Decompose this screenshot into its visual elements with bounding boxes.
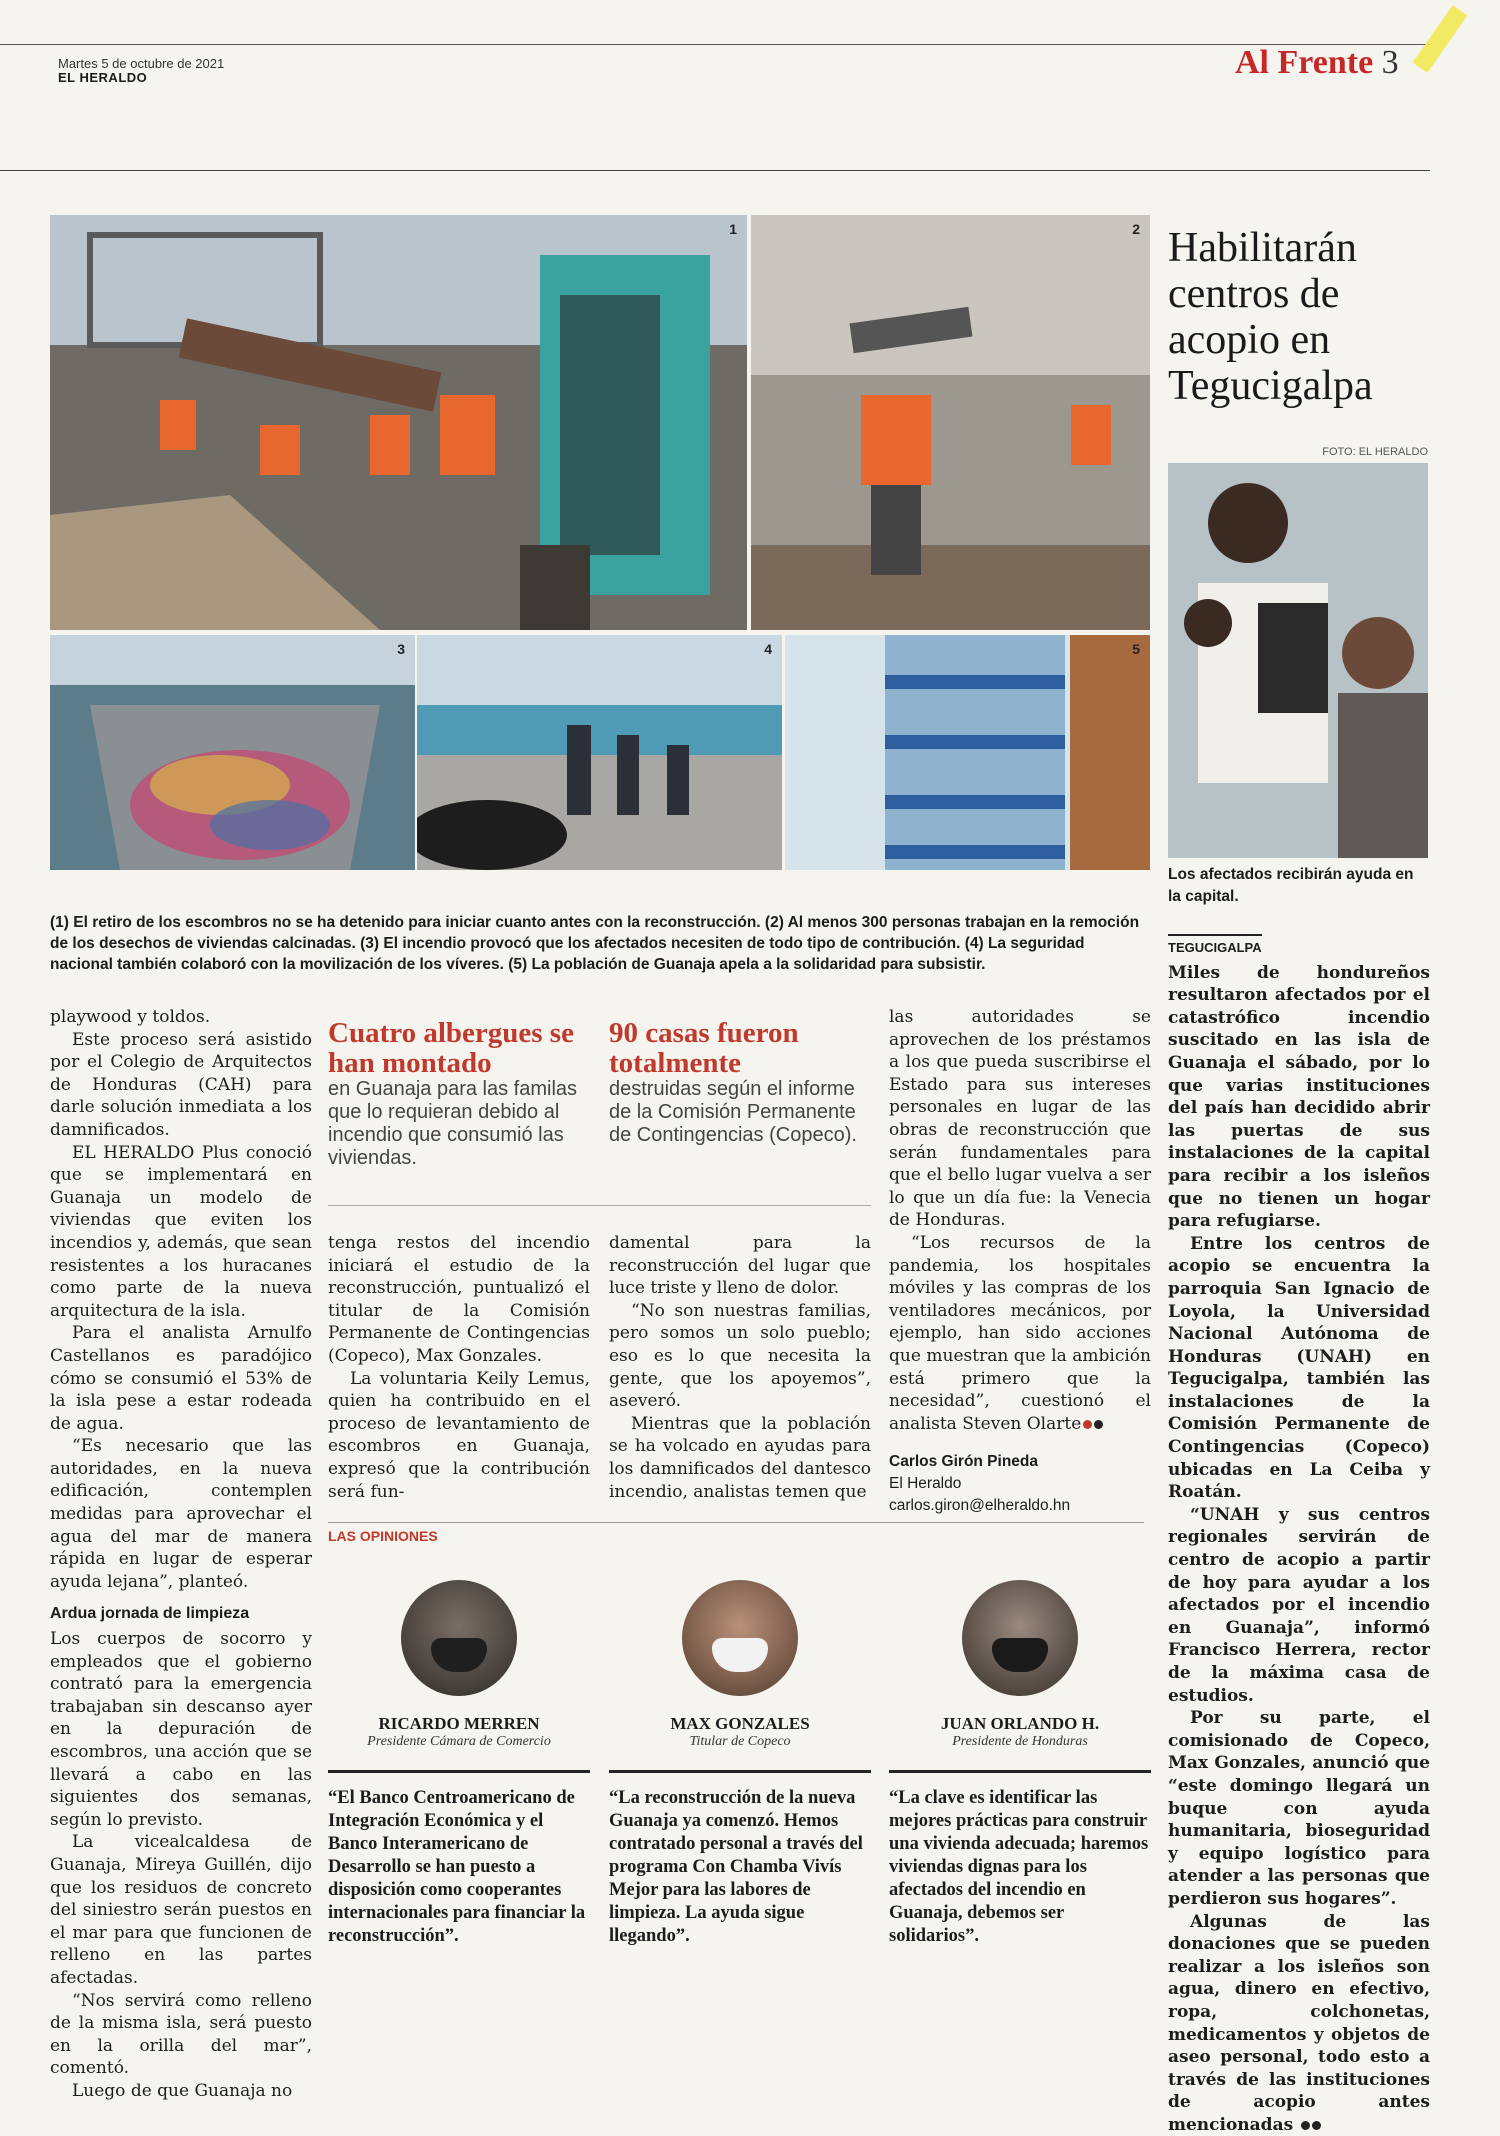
sidebar-paragraph [1168, 1911, 1430, 2136]
article-paragraph: “Nos servirá como relleno de la misma isla, será puesto en la orilla del mar”, comentó. [50, 1990, 312, 2079]
photo-credit: FOTO: EL HERALDO [1322, 446, 1428, 458]
section-title [1235, 44, 1399, 82]
newspaper-name: EL HERALDO [58, 70, 148, 85]
callout-subtext: en Guanaja para las familas que lo requieran debido al incendio que consumió las viviendas. [328, 1078, 578, 1169]
photo-4 [417, 635, 782, 870]
author-email[interactable]: carlos.giron@elheraldo.hn [889, 1497, 1071, 1515]
article-paragraph: Este proceso será asistido por el Colegio de Arquitectos de Honduras (CAH) para darle solución inmediata a los damnificados. [50, 1029, 312, 1140]
rubble-scene-illustration [50, 215, 747, 630]
article-column-2 [328, 1232, 590, 1503]
sidebar-paragraph-text: Algunas de las donaciones que se pueden realizar a los isleños son agua, dinero en efectivo, ropa, colchonetas, medicamentos y objetos de aseo personal, todo esto a través de las instituciones de acopio antes mencionadas [1168, 1911, 1430, 2135]
photo-3 [50, 635, 415, 870]
avatar [682, 1580, 798, 1696]
article-column-1 [50, 1006, 312, 2103]
highlighter-mark [1413, 5, 1468, 73]
issue-date: Martes 5 de octubre de 2021 [58, 56, 225, 71]
dock-soldiers-illustration [417, 635, 782, 870]
section-name: Al Frente [1235, 44, 1374, 81]
end-mark-icon [1083, 1420, 1092, 1429]
opinion-name: MAX GONZALES [670, 1714, 810, 1733]
article-paragraph: tenga restos del incendio iniciará el estudio de la reconstrucción, puntualizó el titular de la Comisión Permanente de Contingencias (Copeco), Max Gonzales. [328, 1233, 590, 1366]
photo-number: 3 [397, 641, 405, 657]
opinion-role: Presidente Cámara de Comercio [367, 1734, 551, 1749]
barge-supplies-illustration [50, 635, 415, 870]
article-paragraph: Para el analista Arnulfo Castellanos es paradójico cómo se consumió el 53% de la isla pese a estar rodeada de agua. [50, 1323, 312, 1434]
opinions-label: LAS OPINIONES [328, 1528, 438, 1544]
water-bottles-illustration [785, 635, 1150, 870]
opinion-role: Presidente de Honduras [952, 1734, 1088, 1749]
sidebar-photo [1168, 463, 1428, 858]
callout-headline: Cuatro albergues se han montado [328, 1017, 574, 1079]
photo-2 [751, 215, 1150, 630]
sidebar-paragraph: Miles de hondureños resultaron afectados por el catastrófico incendio suscitado en las isla de Guanaja el sábado, por lo que varias instituciones del país han decidido abrir las puertas de sus instalaciones de la capital para recibir a los isleños que no tienen un hogar para refugiarse. [1168, 962, 1430, 1232]
photo-number: 4 [764, 641, 772, 657]
author-name: Carlos Girón Pineda [889, 1453, 1039, 1471]
avatar [401, 1580, 517, 1696]
article-paragraph: “No son nuestras familias, pero somos un solo pueblo; eso es lo que necesita la gente, que los apoyemos”, aseveró. [609, 1300, 871, 1412]
callout-shelters [328, 1018, 590, 1170]
article-paragraph: Luego de que Guanaja no [72, 2080, 293, 2101]
avatar [962, 1580, 1078, 1696]
photo-caption: (1) El retiro de los escombros no se ha detenido para iniciar cuanto antes con la reconstrucción. (2) Al menos 300 personas trabajan en la remoción de los desechos de viviendas calcinadas. (3) El incendio provocó que los afectados necesiten de todo tipo de contribución. (4) La seguridad nacional también colaboró con la movilización de los víveres. (5) La población de Guanaja apela a la solidaridad para subsistir. [50, 914, 1140, 973]
header-rule [0, 44, 1430, 45]
opinion-quote: “La reconstrucción de la nueva Guanaja ya comenzó. Hemos contratado personal a través del programa Con Chamba Vivís Mejor para las labores de limpieza. La ayuda sigue llegando”. [609, 1770, 871, 1948]
sidebar-body [1168, 934, 1430, 2136]
worker-carrying-debris-illustration [751, 215, 1150, 630]
article-paragraph: “Es necesario que las autoridades, en la nueva edificación, contemplen medidas para aprovechar el agua del mar de manera rápida en lugar de esperar ayuda lejana”, planteó. [50, 1436, 312, 1592]
opinions-rule [328, 1522, 1144, 1523]
subheading: Ardua jornada de limpieza [50, 1605, 250, 1623]
callout-subtext: destruidas según el informe de la Comisión Permanente de Contingencias (Copeco). [609, 1078, 857, 1146]
article-paragraph: Los cuerpos de socorro y empleados que el gobierno contrató para la emergencia trabajaban sin descanso ayer en la depuración de escombros, una acción que se llevará a cabo en las siguientes dos semanas, según lo previsto. [50, 1629, 312, 1830]
sidebar-photo-caption: Los afectados recibirán ayuda en la capital. [1168, 866, 1414, 905]
article-paragraph: damental para la reconstrucción del lugar que luce triste y lleno de dolor. [609, 1233, 871, 1299]
photo-5 [785, 635, 1150, 870]
article-paragraph: las autoridades se aprovechen de los préstamos a los que pueda suscribirse el Estado para sus intereses personales en lugar de las obras de reconstrucción que serán fundamentales para que el bello lugar vuelva a ser lo que un día fue: la Venecia de Honduras. [889, 1007, 1151, 1231]
end-mark-icon [1312, 2121, 1321, 2130]
article-paragraph-text: “Los recursos de la pandemia, los hospitales móviles y las compras de los ventiladores mecánicos, por ejemplo, han sido acciones que muestran que la ambición está primero que la necesidad”, cuestionó el analista Steven Olarte [889, 1232, 1151, 1434]
woman-and-child-illustration [1168, 463, 1428, 858]
opinion-name: RICARDO MERREN [378, 1714, 540, 1733]
article-column-3 [609, 1232, 871, 1503]
article-paragraph: EL HERALDO Plus conoció que se implementará en Guanaja un modelo de viviendas que eviten los incendios y, además, que sean resistentes a los huracanes como parte de la nueva arquitectura de la isla. [50, 1142, 312, 1321]
end-mark-icon [1094, 1420, 1103, 1429]
sidebar-headline: Habilitarán centros de acopio en Tegucigalpa [1168, 225, 1373, 409]
article-paragraph: Mientras que la población se ha volcado en ayudas para los damnificados del dantesco incendio, analistas temen que [609, 1413, 871, 1502]
top-divider [0, 170, 1430, 171]
article-paragraph: playwood y toldos. [50, 1007, 211, 1027]
sidebar-paragraph: Por su parte, el comisionado de Copeco, Max Gonzales, anunció que “este domingo llegará un buque con ayuda humanitaria, bioseguridad y equipo logístico para atender a las personas que perdieron sus hogares”. [1168, 1708, 1430, 1909]
article-paragraph: La voluntaria Keily Lemus, quien ha contribuido en el proceso de levantamiento de escombros en Guanaja, expresó que la contribución será fun- [328, 1368, 590, 1502]
page-number: 3 [1381, 44, 1399, 81]
opinion-card [609, 1580, 871, 1948]
callout-houses [609, 1018, 871, 1147]
photo-1 [50, 215, 747, 630]
dateline: TEGUCIGALPA [1168, 934, 1262, 960]
sidebar-paragraph: “UNAH y sus centros regionales servirán de centro de acopio a partir de hoy para ayudar a los afectados por el incendio en Guanaja”, informó Francisco Herrera, rector de la máxima casa de estudios. [1168, 1504, 1430, 1706]
article-paragraph [889, 1232, 1151, 1435]
author-outlet: El Heraldo [889, 1475, 962, 1493]
callout-divider [328, 1205, 871, 1206]
article-paragraph: La vicealcaldesa de Guanaja, Mireya Guillén, dijo que los residuos de concreto del siniestro serán puestos en el mar para que funcionen de relleno en las partes afectadas. [50, 1832, 312, 1988]
photo-number: 1 [729, 221, 737, 237]
opinion-name: JUAN ORLANDO H. [940, 1714, 1100, 1733]
opinion-quote: “La clave es identificar las mejores prácticas para construir una vivienda adecuada; haremos viviendas dignas para los afectados del incendio en Guanaja, debemos ser solidarios”. [889, 1770, 1151, 1948]
photo-number: 2 [1132, 221, 1140, 237]
callout-headline: 90 casas fueron totalmente [609, 1017, 799, 1079]
end-mark-icon [1301, 2121, 1310, 2130]
opinion-quote: “El Banco Centroamericano de Integración Económica y el Banco Interamericano de Desarrollo se han puesto a disposición como cooperantes internacionales para financiar la reconstrucción”. [328, 1770, 590, 1948]
opinion-card [328, 1580, 590, 1948]
photo-number: 5 [1132, 641, 1140, 657]
article-column-4 [889, 1006, 1151, 1517]
byline [889, 1451, 1151, 1517]
sidebar-paragraph: Entre los centros de acopio se encuentra la parroquia San Ignacio de Loyola, la Universidad Nacional Autónoma de Honduras (UNAH) en Tegucigalpa, también las instalaciones de la Comisión Permanente de Contingencias (Copeco) ubicadas en La Ceiba y Roatán. [1168, 1233, 1430, 1503]
opinion-role: Titular de Copeco [689, 1734, 791, 1749]
opinion-card [889, 1580, 1151, 1948]
